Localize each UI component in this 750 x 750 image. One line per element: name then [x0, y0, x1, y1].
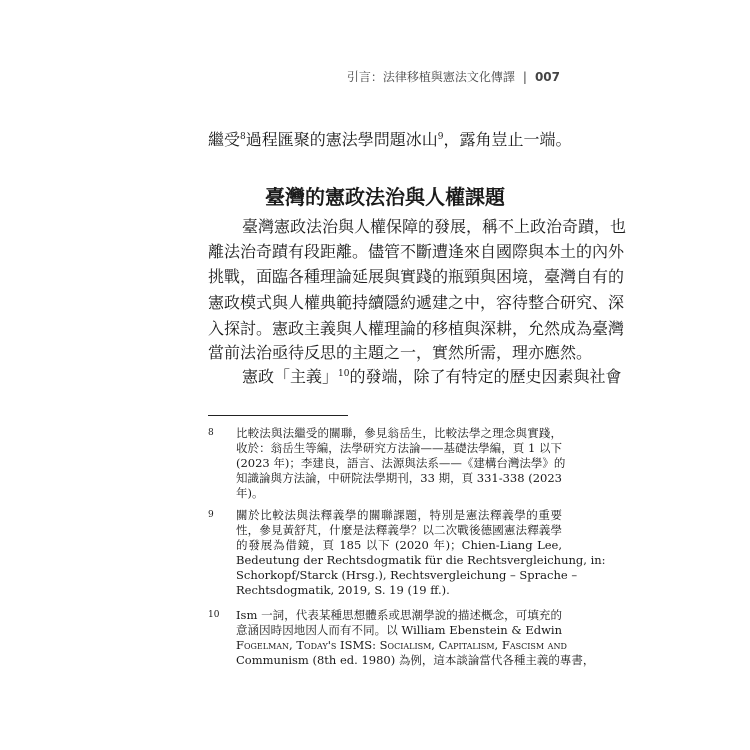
- footnote-line: 的發展為借鏡，頁 185 以下 (2020 年)；Chien-Liang Lee,: [236, 538, 562, 552]
- footnote-8: [208, 426, 566, 501]
- footnote-line: Bedeutung der Rechtsdogmatik für die Rechtsvergleichung, in:: [236, 553, 606, 567]
- running-header: [347, 68, 560, 85]
- footnote-ref-9[interactable]: 9: [437, 132, 444, 142]
- footnote-9: [208, 508, 606, 598]
- text: 憲政「主義」: [242, 367, 339, 386]
- footnote-line: 年)。: [236, 486, 264, 500]
- opening-line: [208, 130, 572, 150]
- footnote-ref-10[interactable]: 10: [338, 369, 350, 379]
- footnote-number: 10: [208, 610, 220, 620]
- text: 過程匯聚的憲法學問題冰山: [245, 130, 438, 149]
- section-title: 臺灣的憲政法治與人權課題: [265, 185, 505, 209]
- running-title: 引言：法律移植與憲法文化傳譯: [346, 70, 515, 84]
- text: ，露角豈止一端。: [443, 130, 572, 149]
- footnote-line: 比較法與法繼受的關聯，參見翁岳生，比較法學之理念與實踐，: [236, 426, 562, 440]
- footnote-line: Rechtsdogmatik, 2019, S. 19 (19 ff.).: [236, 583, 450, 597]
- page-number: 007: [534, 70, 560, 84]
- footnote-line: Schorkopf/Starck (Hrsg.), Rechtsvergleichung – Sprache –: [236, 568, 578, 582]
- footnote-10: [208, 608, 595, 668]
- body-line: 離法治奇蹟有段距離。儘管不斷遭逢來自國際與本土的內外: [208, 242, 625, 261]
- footnote-line: Communism (8th ed. 1980) 為例，這本談論當代各種主義的專書，: [236, 653, 595, 667]
- body-line: 入探討。憲政主義與人權理論的移植與深耕，允然成為臺灣: [208, 319, 625, 338]
- body-line: 憲政模式與人權典範持續隱約遞建之中，容待整合研究、深: [208, 293, 625, 312]
- footnote-line: (2023 年)；李建良，語言、法源與法系——《建構台灣法學》的: [236, 456, 566, 470]
- body-line: [208, 367, 622, 387]
- footnote-line: 意涵因時因地因人而有不同。以 William Ebenstein & Edwin: [236, 623, 562, 637]
- footnote-ref-8[interactable]: 8: [240, 132, 246, 142]
- footnote-divider: [208, 415, 348, 416]
- body-line: 臺灣憲政法治與人權保障的發展，稱不上政治奇蹟，也: [242, 217, 627, 236]
- header-separator: |: [522, 70, 527, 84]
- body-line: 挑戰，面臨各種理論延展與實踐的瓶頸與困境，臺灣自有的: [208, 267, 625, 286]
- footnote-line: 關於比較法與法釋義學的關聯課題，特別是憲法釋義學的重要: [236, 508, 562, 522]
- text: 繼受: [208, 130, 241, 149]
- body-line: 當前法治亟待反思的主題之一，實然所需，理亦應然。: [208, 343, 593, 362]
- footnote-number: 8: [208, 428, 214, 438]
- footnote-line: 知識論與方法論，中研院法學期刊，33 期，頁 331-338 (2023: [236, 471, 562, 485]
- footnote-number: 9: [208, 510, 214, 520]
- footnote-line: Ism 一詞，代表某種思想體系或思潮學說的描述概念，可填充的: [236, 608, 562, 622]
- footnote-line: 性，參見黃舒芃，什麼是法釋義學？以二次戰後德國憲法釋義學: [236, 523, 562, 537]
- text: 的發端，除了有特定的歷史因素與社會: [349, 367, 622, 386]
- footnote-line: Fogelman, Today's ISMS: Socialism, Capitalism, Fascism and: [236, 638, 567, 652]
- footnote-line: 收於：翁岳生等編，法學研究方法論——基礎法學編，頁 1 以下: [236, 441, 562, 455]
